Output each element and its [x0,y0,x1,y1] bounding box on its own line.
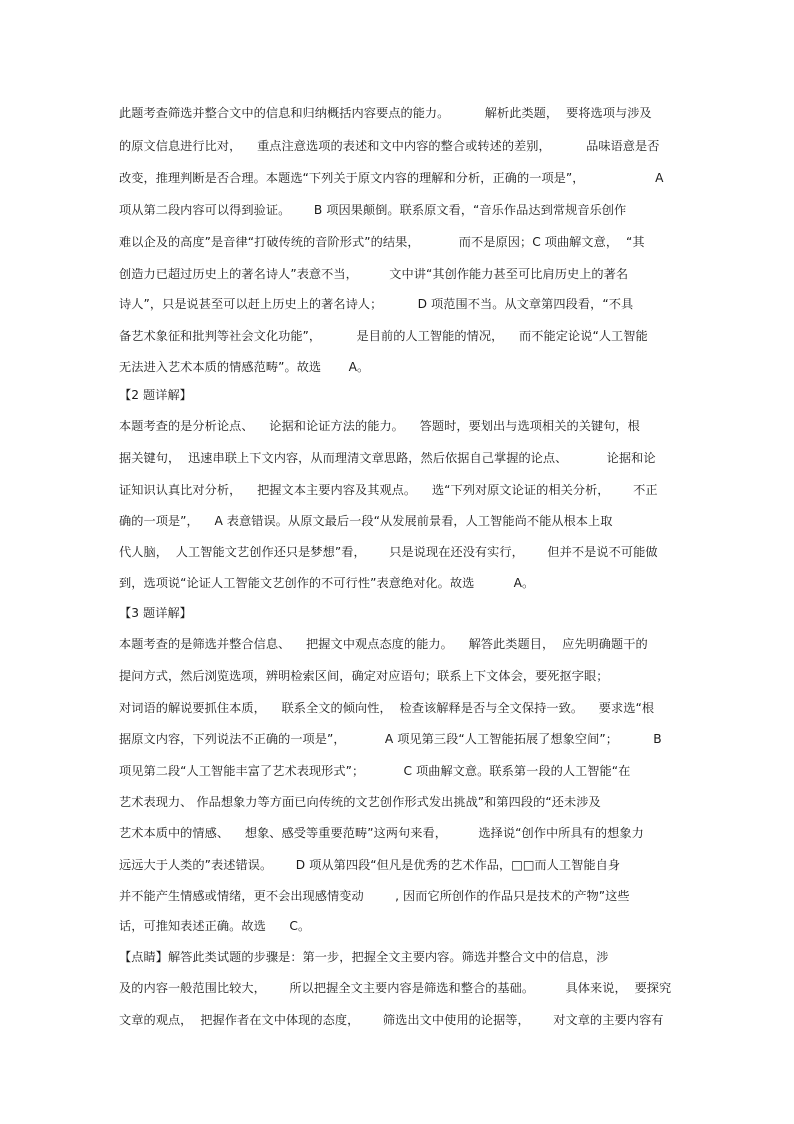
text-line: 项见第二段“人工智能丰富了艺术表现形式”； C 项曲解文意。联系第一段的人工智能“在 [119,764,631,778]
text-line: 代人脑， 人工智能文艺创作还只是梦想”看， 只是说现在还没有实行， 但并不是说不可能做 [119,545,658,559]
tip-paragraph-start: 【点睛】解答此类试题的步骤是：第一步，把握全文主要内容。筛选并整合文中的信息，涉 [119,950,609,964]
text-line: 证知识认真比对分析， 把握文本主要内容及其观点。 选“下列对原文论证的相关分析， 不正 [119,483,658,497]
text-line: 据关键句， 迅速串联上下文内容，从而理清文章思路，然后依据自己掌握的论点、 论据和论 [119,451,656,465]
text-line: 无法进入艺术本质的情感范畴”。故选 A。 [119,360,370,374]
text-line: 此题考查筛选并整合文中的信息和归纳概括内容要点的能力。 解析此类题， 要将选项与涉及 [119,106,652,120]
text-line: 据原文内容，下列说法不正确的一项是”， A 项见第三段“人工智能拓展了想象空间”； B [119,732,662,746]
text-line: 提问方式，然后浏览选项，辨明检索区间，确定对应语句；联系上下文体会，要死抠字眼； [119,669,609,683]
text-line: 到，选项说“论证人工智能文艺创作的不可行性”表意绝对化。故选 A。 [119,576,535,590]
text-line: 本题考查的是分析论点、 论据和论证方法的能力。 答题时，要划出与选项相关的关键句，根 [119,419,640,433]
section-heading: 【3 题详解】 [119,606,192,620]
text-line: 难以企及的高度”是音律“打破传统的音阶形式”的结果， 而不是原因；C 项曲解文意， “其 [119,235,645,249]
text-line: 并不能产生情感或情绪，更不会出现感情变动 , 因而它所创作的作品只是技术的产物”这些 [119,889,630,903]
text-line: 创造力已超过历史上的著名诗人”表意不当， 文中讲“其创作能力甚至可比肩历史上的著名 [119,267,629,281]
section-heading: 【2 题详解】 [119,388,192,402]
text-line: 确的一项是”， A 表意错误。从原文最后一段“从发展前景看，人工智能尚不能从根本上取 [119,514,613,528]
text-line: 文章的观点， 把握作者在文中体现的态度， 筛选出文中使用的论据等， 对文章的主要内容有 [119,1013,664,1027]
text-line: 备艺术象征和批判等社会文化功能”， 是目前的人工智能的情况， 而不能定论说“人工智能 [119,329,648,343]
text-line: 诗人”，只是说甚至可以赶上历史上的著名诗人； D 项范围不当。从文章第四段看，“不具 [119,297,634,311]
text-line: 话，可推知表述正确。故选 C。 [119,919,311,933]
text-line: 项从第二段内容可以得到验证。 B 项因果颠倒。联系原文看，“音乐作品达到常规音乐创作 [119,203,627,217]
text-line: 艺术表现力、 作品想象力等方面已向传统的文艺创作形式发出挑战”和第四段的“还未涉及 [119,795,601,809]
text-line: 对词语的解说要抓住本质， 联系全文的倾向性， 检查该解释是否与全文保持一致。 要求选“根 [119,701,655,715]
text-line: 远远大于人类的”表述错误。 D 项从第四段“但凡是优秀的艺术作品，□□而人工智能自身 [119,858,621,872]
text-line: 的原文信息进行比对， 重点注意选项的表述和文中内容的整合或转述的差别， 品味语意是否 [119,139,660,153]
text-line: 改变，推理判断是否合理。本题选“下列关于原文内容的理解和分析，正确的一项是”， A [119,171,664,185]
text-line: 及的内容一般范围比较大， 所以把握全文主要内容是筛选和整合的基础。 具体来说， 要探究 [119,981,672,995]
text-line: 艺术本质中的情感、 想象、感受等重要范畴”这两句来看， 选择说“创作中所具有的想象力 [119,826,644,840]
text-line: 本题考查的是筛选并整合信息、 把握文中观点态度的能力。 解答此类题目， 应先明确题干的 [119,637,648,651]
